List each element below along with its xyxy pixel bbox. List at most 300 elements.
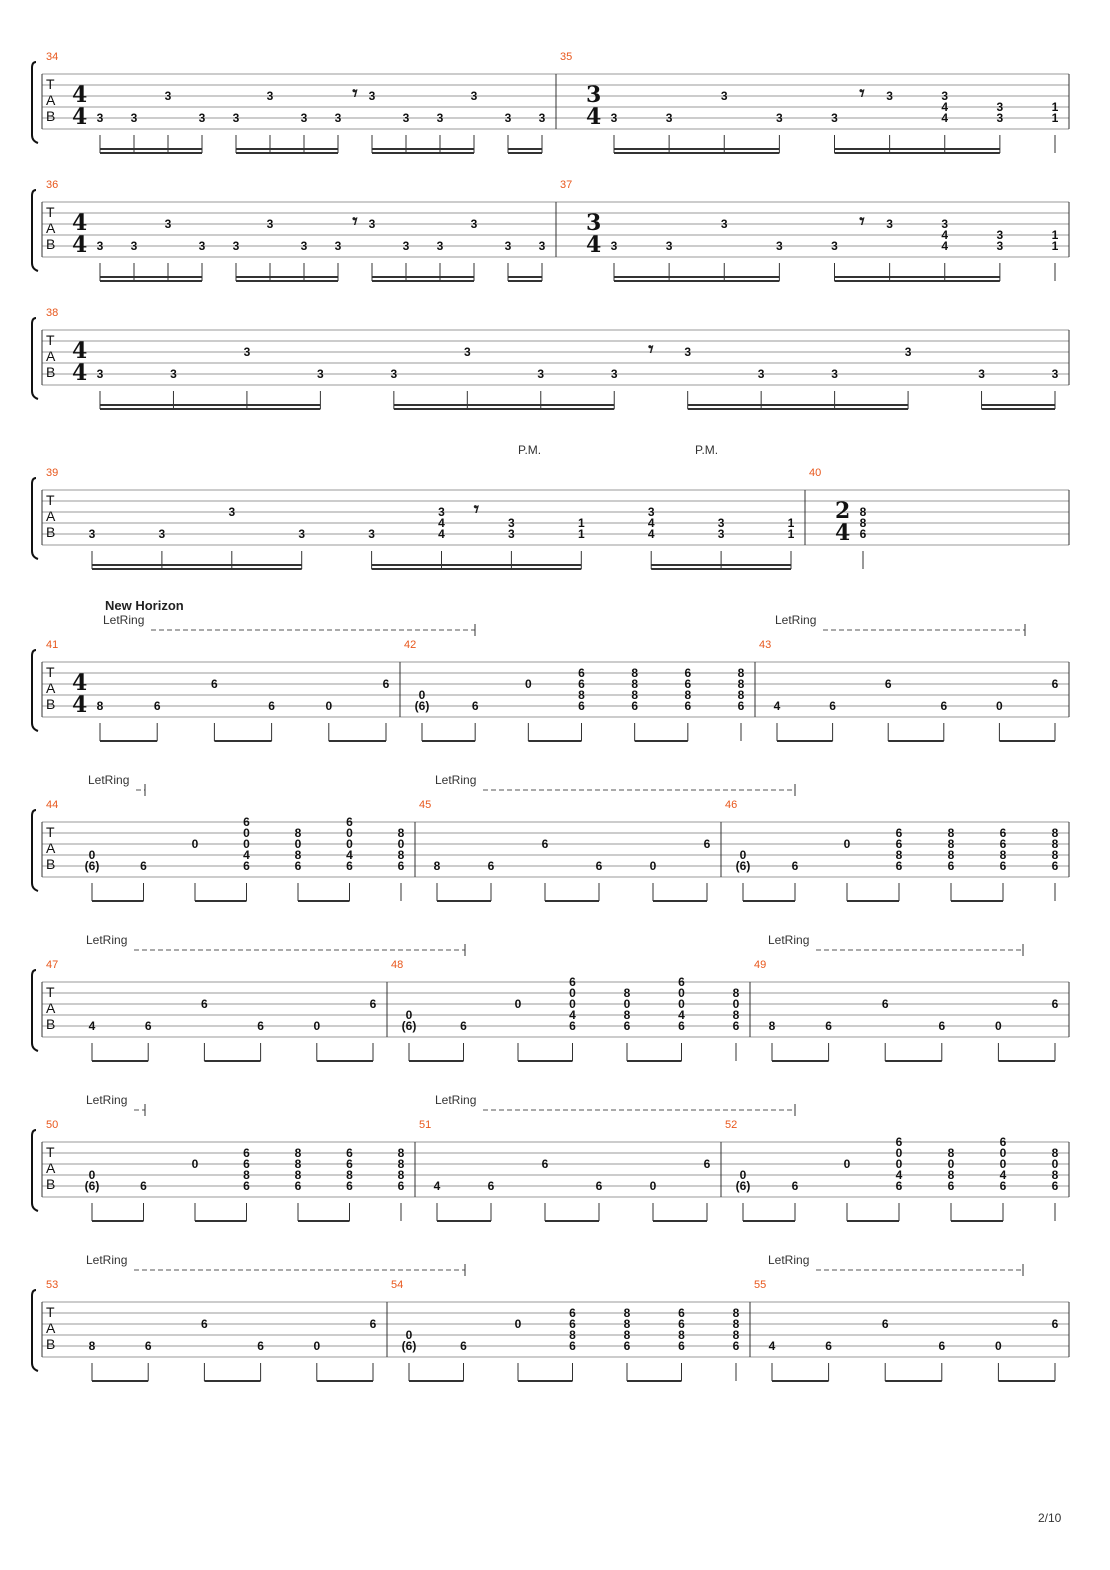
fret-number: 6 [369,1317,377,1331]
tab-clef-letter: B [46,1016,56,1032]
fret-number: 3 [164,217,172,231]
fret-number: 6 [294,859,302,873]
tab-clef-letter: B [46,108,56,124]
let-ring-label: LetRing [88,773,130,787]
fret-number: 3 [266,217,274,231]
fret-number: 8 [732,1328,740,1342]
fret-number: 6 [737,699,745,713]
fret-number: 8 [1051,1146,1059,1160]
fret-number: 0 [313,1019,321,1033]
let-ring-label: LetRing [435,773,477,787]
time-signature-top: 4 [72,670,88,696]
fret-number: 3 [831,367,838,381]
let-ring-label: LetRing [775,613,817,627]
fret-number: 6 [257,1019,264,1033]
fret-number: 8 [346,1168,353,1182]
fret-number: 6 [595,859,603,873]
fret-number: 4 [438,527,445,541]
fret-number: 1 [1051,228,1059,242]
fret-number: 6 [947,859,955,873]
fret-number: 8 [947,1146,955,1160]
fret-number: 6 [938,1019,946,1033]
fret-number: 8 [623,1317,631,1331]
let-ring-label: LetRing [768,1253,810,1267]
fret-number: 8 [294,826,302,840]
fret-number: 6 [947,1179,955,1193]
let-ring-marker [768,933,1023,956]
fret-number: 4 [941,239,949,253]
fret-number: 6 [825,1019,832,1033]
tab-system [32,51,1069,153]
fret-number: 6 [257,1339,264,1353]
fret-number: 8 [684,688,692,702]
fret-number: 8 [397,1157,405,1171]
fret-number: 3 [996,100,1004,114]
fret-number: 4 [569,1008,576,1022]
measure-number: 46 [725,799,738,811]
tab-system [32,639,1069,741]
palm-mute-label: P.M. [518,443,542,457]
fret-number: 3 [978,367,985,381]
fret-number: 0 [397,837,405,851]
fret-number: 6 [569,1019,576,1033]
fret-number: 0 [678,997,685,1011]
fret-number: 0 [325,699,333,713]
measure-number: 47 [46,959,59,971]
tab-clef-letter: T [46,984,55,1000]
fret-number: 6 [369,997,377,1011]
fret-number: 4 [773,699,781,713]
fret-number: 3 [463,345,471,359]
time-signature-top: 3 [586,210,602,236]
measure-number: 38 [46,307,59,319]
fret-number: 3 [757,367,765,381]
fret-number: 6 [1051,1317,1059,1331]
fret-number: 0 [843,837,851,851]
fret-number: 8 [569,1328,576,1342]
fret-number: 6 [346,859,353,873]
fret-number: 3 [243,345,251,359]
fret-number: 6 [895,837,903,851]
fret-number: 6 [999,837,1007,851]
fret-number: 6 [884,677,892,691]
fret-number: 8 [631,666,639,680]
tab-system [32,179,1069,281]
fret-number: 8 [397,1168,405,1182]
fret-number: 3 [508,527,515,541]
fret-number: 3 [368,89,376,103]
tab-system [32,307,1069,409]
time-signature-bottom: 4 [72,104,88,130]
fret-number: 4 [678,1008,685,1022]
fret-number: 0 [405,1328,413,1342]
fret-number: 3 [298,527,306,541]
eighth-rest: 𝄾 [859,209,865,233]
time-signature-bottom: 4 [835,520,851,546]
tab-clef-letter: A [46,680,56,696]
measure-number: 42 [404,639,417,651]
fret-number: 3 [647,505,655,519]
fret-number: 6 [895,1135,903,1149]
measure-number: 45 [419,799,432,811]
fret-number: 6 [732,1339,740,1353]
tab-clef-letter: T [46,664,55,680]
measure-number: 53 [46,1279,59,1291]
fret-number: 6 [1051,1179,1059,1193]
fret-number: 4 [999,1168,1007,1182]
fret-number: 6 [678,1317,685,1331]
fret-number: 8 [96,699,104,713]
fret-number: 3 [886,89,893,103]
fret-number: 8 [737,688,745,702]
fret-number: 6 [684,699,692,713]
fret-number: 3 [170,367,177,381]
fret-number: 6 [732,1019,740,1033]
fret-number: 3 [334,111,342,125]
fret-number: 0 [243,837,250,851]
fret-number: 6 [346,815,353,829]
fret-number: 6 [678,975,685,989]
fret-number: 6 [684,677,692,691]
tab-system [32,467,1069,569]
measure-number: 44 [46,799,59,811]
fret-number: 6 [487,859,495,873]
fret-number: 1 [577,516,585,530]
fret-number: 6 [631,699,639,713]
measure-number: 40 [809,467,822,479]
time-signature-top: 3 [586,82,602,108]
fret-number: 6 [569,1339,576,1353]
tab-clef-letter: A [46,92,56,108]
fret-number: 6 [999,826,1007,840]
fret-number: 6 [382,677,390,691]
fret-number: 0 [313,1339,321,1353]
tab-clef-letter: B [46,856,56,872]
measure-number: 43 [759,639,772,651]
fret-number: 4 [941,100,949,114]
fret-number: 3 [158,527,166,541]
fret-number: 1 [1051,111,1059,125]
fret-number: 6 [999,859,1007,873]
fret-number: 8 [623,1328,631,1342]
system-bracket [32,1130,38,1211]
fret-number: 8 [243,1168,250,1182]
fret-number: 8 [1051,1168,1059,1182]
fret-number: 8 [947,848,955,862]
fret-number: 3 [96,239,104,253]
fret-number: 4 [346,848,353,862]
fret-number: 4 [433,1179,441,1193]
fret-number: 6 [153,699,161,713]
tab-clef-letter: T [46,76,55,92]
fret-number: (6) [735,859,751,873]
tab-clef-letter: A [46,1000,56,1016]
fret-number: 0 [346,826,353,840]
let-ring-label: LetRing [435,1093,477,1107]
page-number: 2/10 [1038,1511,1062,1525]
fret-number: 6 [397,859,405,873]
fret-number: 3 [831,111,838,125]
let-ring-label: LetRing [86,933,128,947]
fret-number: 6 [791,1179,799,1193]
tab-clef-letter: A [46,840,56,856]
fret-number: 6 [595,1179,603,1193]
fret-number: 3 [317,367,324,381]
fret-number: 0 [947,1157,955,1171]
fret-number: 3 [390,367,398,381]
time-signature-bottom: 4 [586,104,602,130]
fret-number: 8 [895,848,903,862]
fret-number: 1 [787,516,795,530]
fret-number: 1 [577,527,585,541]
tab-clef-letter: B [46,364,56,380]
fret-number: 8 [578,688,585,702]
fret-number: 6 [678,1306,685,1320]
fret-number: 3 [717,527,725,541]
fret-number: 0 [418,688,426,702]
fret-number: 6 [999,1135,1007,1149]
system-bracket [32,190,38,271]
tab-clef-letter: B [46,1336,56,1352]
fret-number: 3 [402,111,410,125]
fret-number: 3 [717,516,725,530]
let-ring-marker [103,613,475,636]
system-bracket [32,650,38,731]
fret-number: 8 [294,848,302,862]
fret-number: 6 [294,1179,302,1193]
fret-number: 3 [610,239,618,253]
fret-number: 6 [268,699,275,713]
fret-number: 8 [433,859,441,873]
fret-number: 6 [940,699,948,713]
fret-number: 8 [732,1008,740,1022]
fret-number: 8 [732,986,740,1000]
fret-number: 3 [266,89,274,103]
fret-number: 8 [678,1328,685,1342]
fret-number: 6 [541,1157,549,1171]
measure-number: 39 [46,467,59,479]
palm-mute-label: P.M. [695,443,719,457]
fret-number: 3 [776,111,783,125]
eighth-rest: 𝄾 [648,337,654,361]
fret-number: 3 [88,527,96,541]
fret-number: 3 [198,111,206,125]
tab-clef-letter: A [46,220,56,236]
fret-number: 3 [130,111,138,125]
fret-number: 3 [720,217,728,231]
fret-number: 6 [895,1179,903,1193]
measure-number: 51 [419,1119,432,1131]
fret-number: 0 [1051,1157,1059,1171]
fret-number: 4 [243,848,250,862]
fret-number: 8 [397,1146,405,1160]
fret-number: 6 [201,997,208,1011]
fret-number: 6 [243,1179,250,1193]
fret-number: 0 [895,1146,903,1160]
fret-number: 6 [703,1157,711,1171]
fret-number: 6 [144,1019,152,1033]
tab-clef-letter: B [46,524,56,540]
system-bracket [32,810,38,891]
fret-number: 6 [578,699,585,713]
fret-number: (6) [401,1339,417,1353]
let-ring-marker [86,1093,145,1116]
tab-clef-letter: T [46,492,55,508]
tab-clef-letter: A [46,508,56,524]
fret-number: 0 [88,1168,96,1182]
fret-number: 6 [460,1019,467,1033]
time-signature-top: 2 [835,498,851,524]
fret-number: 3 [164,89,172,103]
fret-number: 6 [881,1317,889,1331]
fret-number: 3 [300,239,308,253]
system-bracket [32,478,38,559]
tab-clef-letter: T [46,824,55,840]
fret-number: 6 [243,1146,250,1160]
fret-number: 3 [368,217,376,231]
fret-number: 0 [514,1317,522,1331]
fret-number: 3 [996,239,1004,253]
fret-number: 6 [999,1179,1007,1193]
let-ring-marker [435,773,795,796]
measure-number: 41 [46,639,59,651]
fret-number: 6 [243,859,250,873]
fret-number: 0 [88,848,96,862]
fret-number: 6 [541,837,549,851]
fret-number: 8 [631,677,639,691]
fret-number: 4 [88,1019,96,1033]
let-ring-label: LetRing [103,613,145,627]
time-signature-bottom: 4 [586,232,602,258]
fret-number: 6 [578,666,585,680]
fret-number: (6) [84,859,100,873]
fret-number: 6 [1051,997,1059,1011]
fret-number: 6 [829,699,836,713]
fret-number: 6 [895,826,903,840]
fret-number: 4 [438,516,445,530]
fret-number: 3 [610,111,618,125]
fret-number: 6 [346,1157,353,1171]
tab-system [32,1279,1069,1381]
fret-number: 0 [739,1168,747,1182]
fret-number: 3 [198,239,206,253]
fret-number: 0 [294,837,302,851]
tab-clef-letter: T [46,1304,55,1320]
fret-number: 4 [647,527,655,541]
tab-system [32,799,1069,901]
fret-number: 3 [96,111,104,125]
time-signature-bottom: 4 [72,232,88,258]
fret-number: 6 [487,1179,495,1193]
let-ring-marker [768,1253,1023,1276]
tab-clef-letter: T [46,332,55,348]
tab-clef-letter: T [46,204,55,220]
time-signature-bottom: 4 [72,360,88,386]
tab-clef-letter: A [46,348,56,364]
fret-number: 3 [470,89,478,103]
fret-number: 3 [720,89,728,103]
measure-number: 48 [391,959,404,971]
fret-number: 4 [647,516,655,530]
fret-number: 8 [947,837,955,851]
fret-number: 3 [904,345,912,359]
fret-number: 0 [995,1019,1002,1033]
fret-number: 3 [130,239,138,253]
fret-number: 3 [996,111,1004,125]
fret-number: 8 [623,1306,631,1320]
tab-clef-letter: B [46,236,56,252]
fret-number: 8 [294,1157,302,1171]
section-title: New Horizon [105,598,184,613]
fret-number: 1 [1051,100,1059,114]
fret-number: 6 [703,837,711,851]
fret-number: 6 [569,1317,576,1331]
system-bracket [32,318,38,399]
fret-number: 8 [623,1008,631,1022]
system-bracket [32,1290,38,1371]
eighth-rest: 𝄾 [352,81,358,105]
fret-number: 1 [787,527,795,541]
eighth-rest: 𝄾 [473,497,480,521]
fret-number: 3 [665,111,673,125]
fret-number: 6 [578,677,585,691]
fret-number: 3 [504,239,512,253]
fret-number: 8 [737,666,745,680]
eighth-rest: 𝄾 [352,209,358,233]
fret-number: 6 [140,1179,147,1193]
measure-number: 35 [560,51,573,63]
measure-number: 37 [560,179,573,191]
tab-clef-letter: T [46,1144,55,1160]
fret-number: 0 [346,837,353,851]
fret-number: 6 [791,859,799,873]
fret-number: 3 [96,367,104,381]
fret-number: 4 [768,1339,776,1353]
fret-number: 6 [938,1339,946,1353]
time-signature-top: 4 [72,210,88,236]
fret-number: 8 [397,848,405,862]
fret-number: 3 [232,239,240,253]
fret-number: 8 [737,677,745,691]
fret-number: 8 [768,1019,776,1033]
fret-number: 0 [191,1157,199,1171]
tab-system [32,959,1069,1061]
fret-number: 3 [610,367,618,381]
fret-number: 8 [88,1339,96,1353]
fret-number: 3 [996,228,1004,242]
fret-number: 0 [895,1157,903,1171]
fret-number: 3 [941,217,949,231]
fret-number: 6 [678,1019,685,1033]
measure-number: 50 [46,1119,59,1131]
fret-number: 8 [947,826,955,840]
fret-number: 8 [947,1168,955,1182]
fret-number: 0 [649,859,657,873]
fret-number: 4 [941,111,949,125]
tab-clef-letter: A [46,1320,56,1336]
fret-number: 3 [537,367,545,381]
let-ring-marker [435,1093,795,1116]
system-bracket [32,970,38,1051]
system-bracket [32,62,38,143]
fret-number: 8 [859,505,867,519]
let-ring-label: LetRing [86,1093,128,1107]
fret-number: 0 [649,1179,657,1193]
fret-number: 0 [996,699,1003,713]
fret-number: 8 [631,688,639,702]
fret-number: 0 [524,677,532,691]
measure-number: 49 [754,959,767,971]
